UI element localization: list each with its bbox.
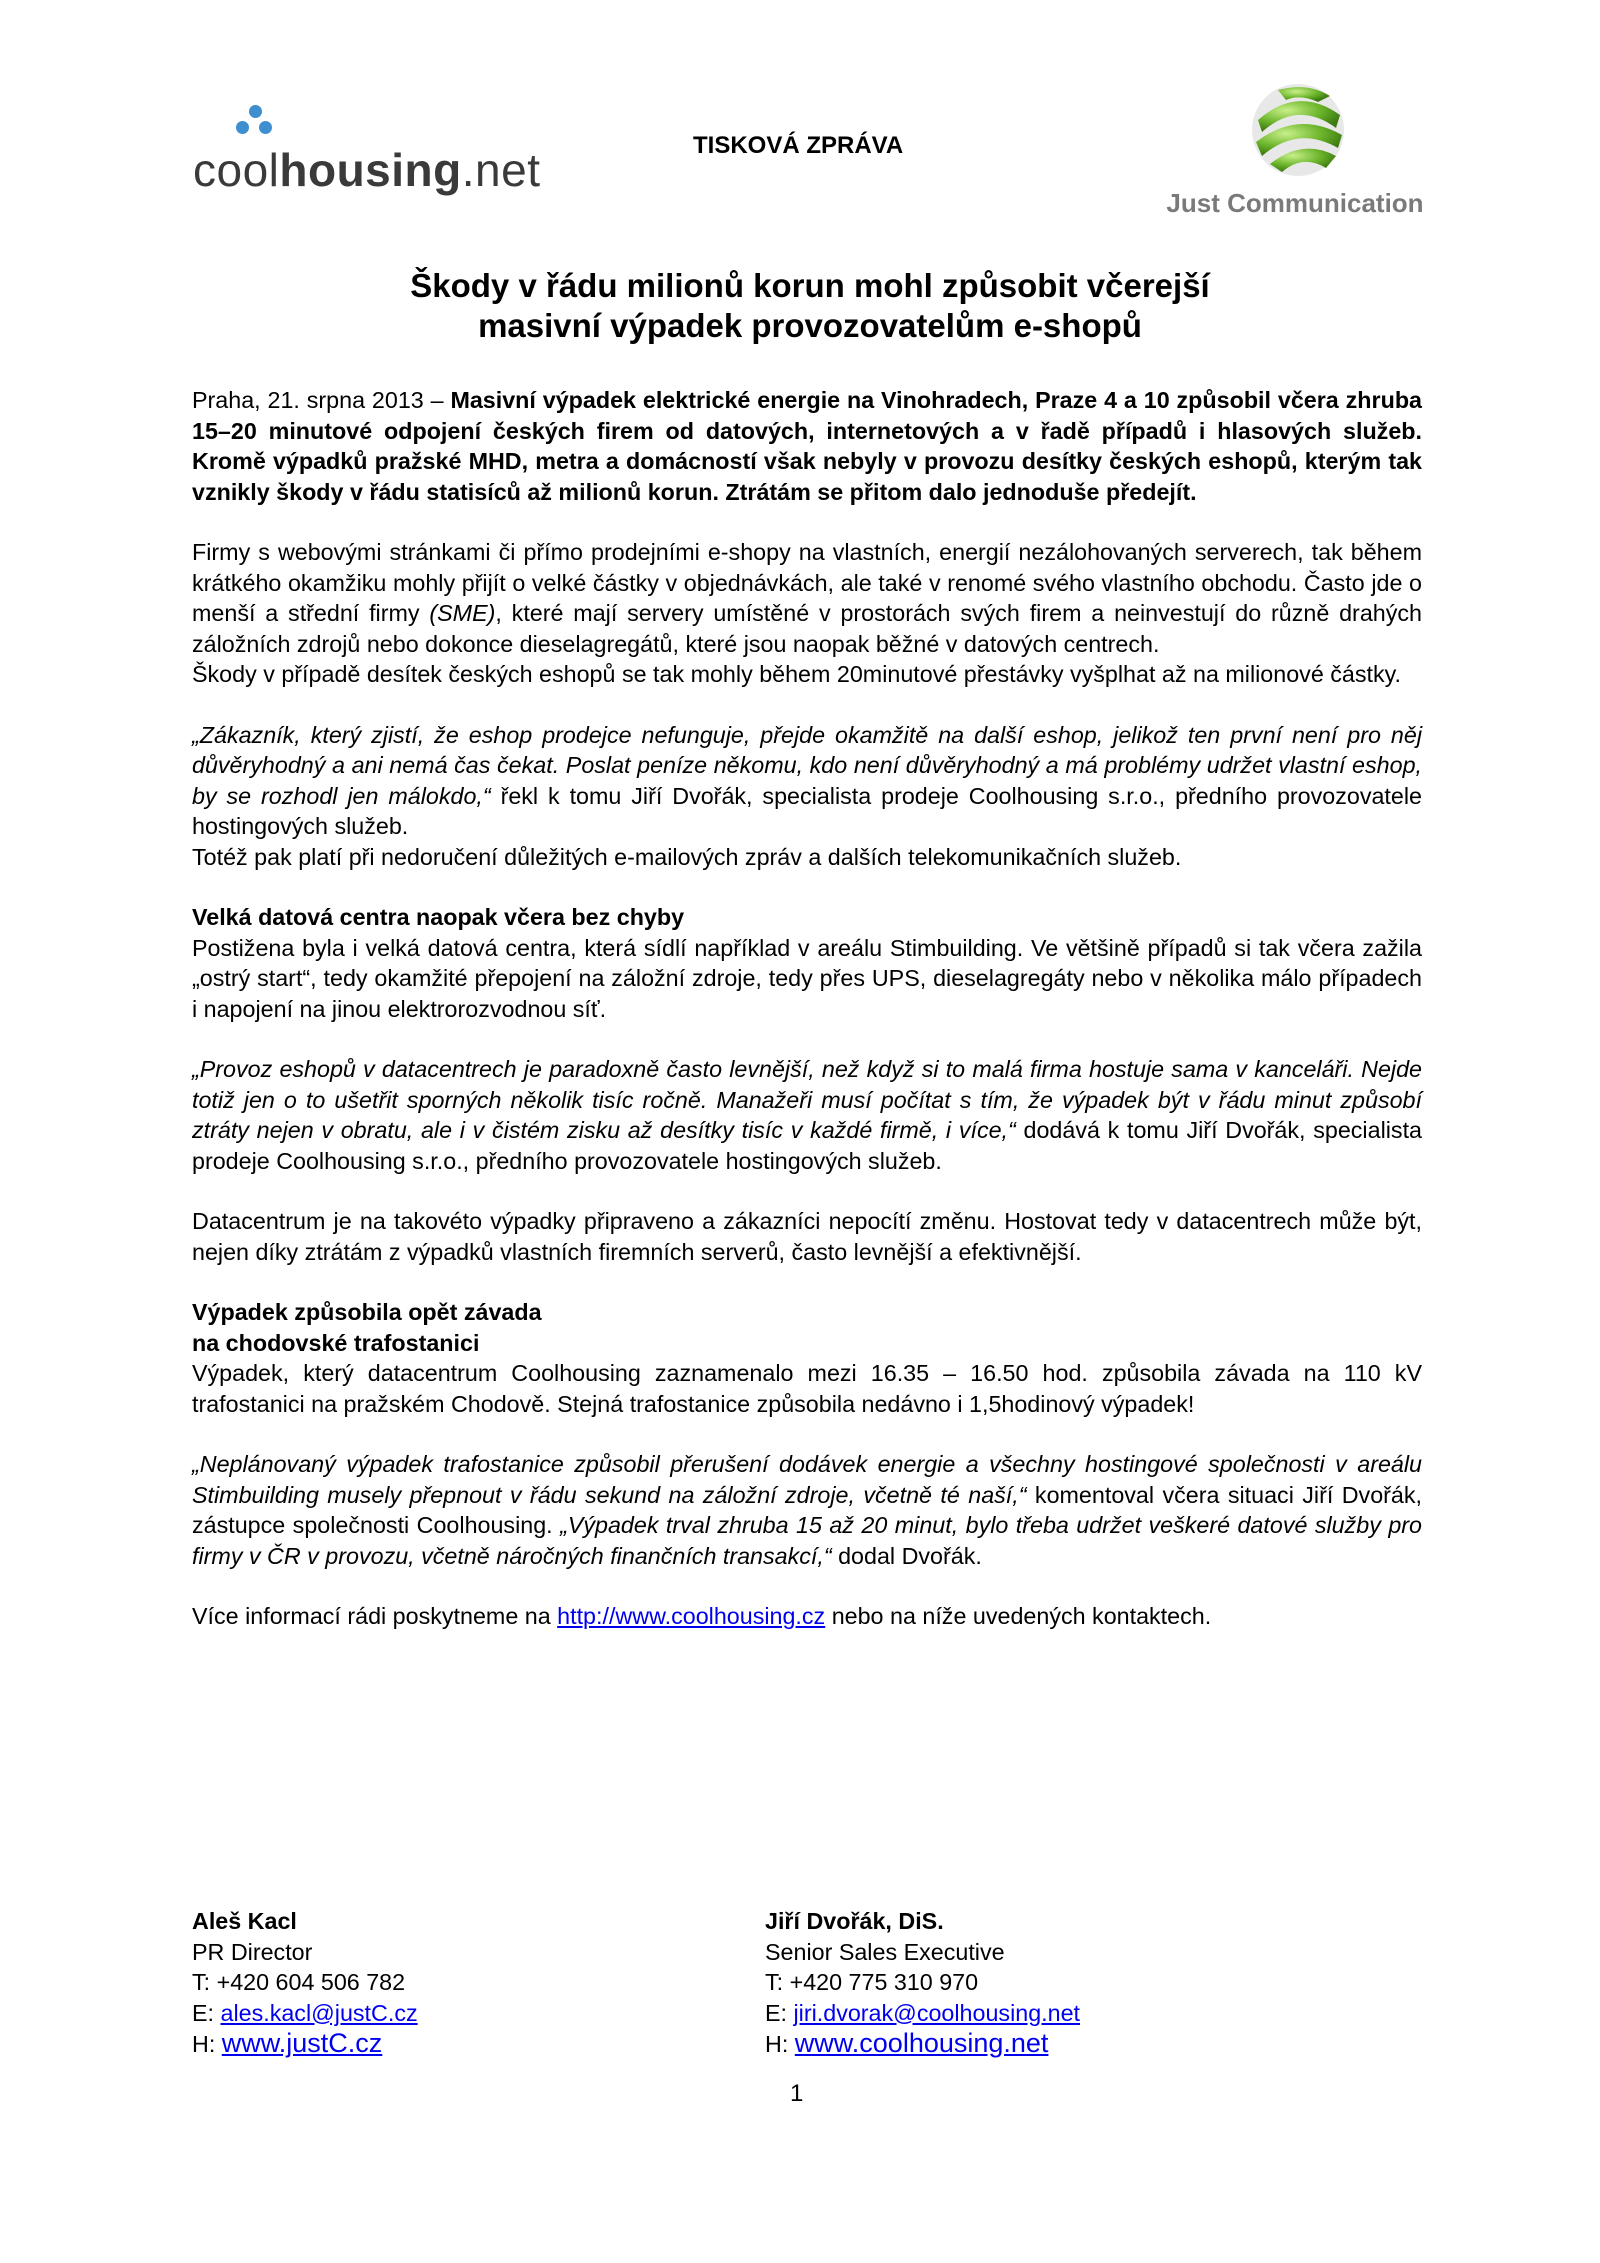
section-heading-2-line-2: na chodovské trafostanici <box>192 1329 480 1356</box>
page-title <box>190 266 1430 346</box>
contact-jiri-dvorak: Jiří Dvořák, DiS. Senior Sales Executive T: +420 775 310 970 E: jiri.dvorak@coolhousing.net H: www.coolhousing.net <box>765 1906 1325 2060</box>
section-heading-2-line-1: Výpadek způsobila opět závada <box>192 1299 542 1325</box>
coolhousing-website-link[interactable]: http://www.coolhousing.cz <box>557 1603 826 1629</box>
lead-text: Masivní výpadek elektrické energie na Vinohradech, Praze 4 a 10 způsobil včera zhruba 15–20 minutové odpojení českých firem od datových, internetových a v řadě případů i hlasových služeb. Kromě výpadků pražské MHD, metra a domácností však nebyly v provozu desítky českých eshopů, kterým tak vznikly škody v řádu statisíců až milionů korun. Ztrátám se přitom dalo jednoduše předejít. <box>192 387 1423 505</box>
contact-role: PR Director <box>192 1938 313 1965</box>
just-communication-logo <box>1160 80 1430 220</box>
lead-paragraph <box>192 385 1422 507</box>
title-line-1: Škody v řádu milionů korun mohl způsobit včerejší <box>410 267 1210 304</box>
quote-3: „Neplánovaný výpadek trafostanice způsobil přerušení dodávek energie a všechny hostingové společnosti v areálu Stimbuilding musely přepnout v řádu sekund na záložní zdroje, včetně té naší,“ komentoval včera situaci Jiří Dvořák, zástupce společnosti Coolhousing. „Výpadek trval zhruba 15 až 20 minut, bylo třeba udržet veškeré datové služby pro firmy v ČR v provozu, včetně náročných finančních transakcí,“ dodal Dvořák. <box>192 1451 1422 1569</box>
contact-name: Aleš Kacl <box>192 1908 297 1934</box>
section-heading-1: Velká datová centra naopak včera bez chyby <box>192 904 685 930</box>
contact-role: Senior Sales Executive <box>765 1938 1005 1965</box>
contact-name: Jiří Dvořák, DiS. <box>765 1908 944 1934</box>
more-info: Více informací rádi poskytneme na http://www.coolhousing.cz nebo na níže uvedených kontaktech. <box>192 1603 1212 1629</box>
coolhousing-logo-text: coolhousing.net <box>193 144 541 196</box>
coolhousing-logo <box>193 105 553 195</box>
press-release-label: TISKOVÁ ZPRÁVA <box>693 132 904 159</box>
quote-2: „Provoz eshopů v datacentrech je paradoxně často levnější, než když si to malá firma hostuje sama v kanceláři. Nejde totiž jen o to ušetřit sporných několik tisíc ročně. Manažeři musí počítat s tím, že výpadek být v řádu minut způsobí ztráty nejen v obratu, ale i v čistém zisku až desítky tisíc v každé firmě, i více,“ dodává k tomu Jiří Dvořák, specialista prodeje Coolhousing s.r.o., předního provozovatele hostingových služeb. <box>192 1056 1422 1174</box>
paragraph-3: Datacentrum je na takovéto výpadky připraveno a zákazníci nepocítí změnu. Hostovat tedy v datacentrech může být, nejen díky ztrátám z výpadků vlastních firemních serverů, často levnější a efektivnější. <box>192 1208 1422 1265</box>
contact-phone: T: +420 775 310 970 <box>765 1969 979 1995</box>
contact-email-link[interactable]: jiri.dvorak@coolhousing.net <box>793 1999 1081 2026</box>
green-globe-icon <box>1248 80 1348 180</box>
section-1-text: Postižena byla i velká datová centra, která sídlí například v areálu Stimbuilding. Ve většině případů si tak včera zažila „ostrý start“, tedy okamžité přepojení na záložní zdroje, tedy přes UPS, dieselagregáty nebo v několika málo případech i napojení na jinou elektrorozvodnou síť. <box>192 934 1422 1022</box>
article-body <box>192 385 1422 1632</box>
paragraph-2: Totéž pak platí při nedoručení důležitých e-mailových zpráv a dalších telekomunikačních služeb. <box>192 843 1182 870</box>
contact-ales-kacl: Aleš Kacl PR Director T: +420 604 506 782 E: ales.kacl@justC.cz H: www.justC.cz <box>192 1906 752 2060</box>
section-2-text: Výpadek, který datacentrum Coolhousing zaznamenalo mezi 16.35 – 16.50 hod. způsobila závada na 110 kV trafostanici na pražském Chodově. Stejná trafostanice způsobila nedávno i 1,5hodinový výpadek! <box>192 1360 1422 1417</box>
contact-email-link[interactable]: ales.kacl@justC.cz <box>220 1999 418 2026</box>
page-number: 1 <box>790 2080 804 2107</box>
contact-web-link[interactable]: www.justC.cz <box>221 2028 383 2058</box>
title-line-2: masivní výpadek provozovatelům e-shopů <box>478 307 1142 344</box>
contact-web-link[interactable]: www.coolhousing.net <box>794 2028 1049 2058</box>
dateline: Praha, 21. srpna 2013 – <box>192 387 451 413</box>
just-communication-text: Just Communication <box>1166 188 1424 218</box>
paragraph-1-continued: Škody v případě desítek českých eshopů se tak mohly během 20minutové přestávky vyšplhat až na milionové částky. <box>192 661 1402 687</box>
quote-1: „Zákazník, který zjistí, že eshop prodejce nefunguje, přejde okamžitě na další eshop, jelikož ten první není pro něj důvěryhodný a ani nemá čas čekat. Poslat peníze někomu, kdo není důvěryhodný a má problémy udržet vlastní eshop, by se rozhodl jen málokdo,“ řekl k tomu Jiří Dvořák, specialista prodeje Coolhousing s.r.o., předního provozovatele hostingových služeb. <box>192 721 1422 839</box>
paragraph-1: Firmy s webovými stránkami či přímo prodejními e-shopy na vlastních, energií nezálohovaných serverech, tak během krátkého okamžiku mohly přijít o velké částky v objednávkách, ale také v renomé svého vlastního obchodu. Často jde o menší a střední firmy (SME), které mají servery umístěné v prostorách svých firem a neinvestují do různě drahých záložních zdrojů nebo dokonce dieselagregátů, které jsou naopak běžné v datových centrech. <box>192 539 1422 657</box>
contact-phone: T: +420 604 506 782 <box>192 1969 406 1995</box>
